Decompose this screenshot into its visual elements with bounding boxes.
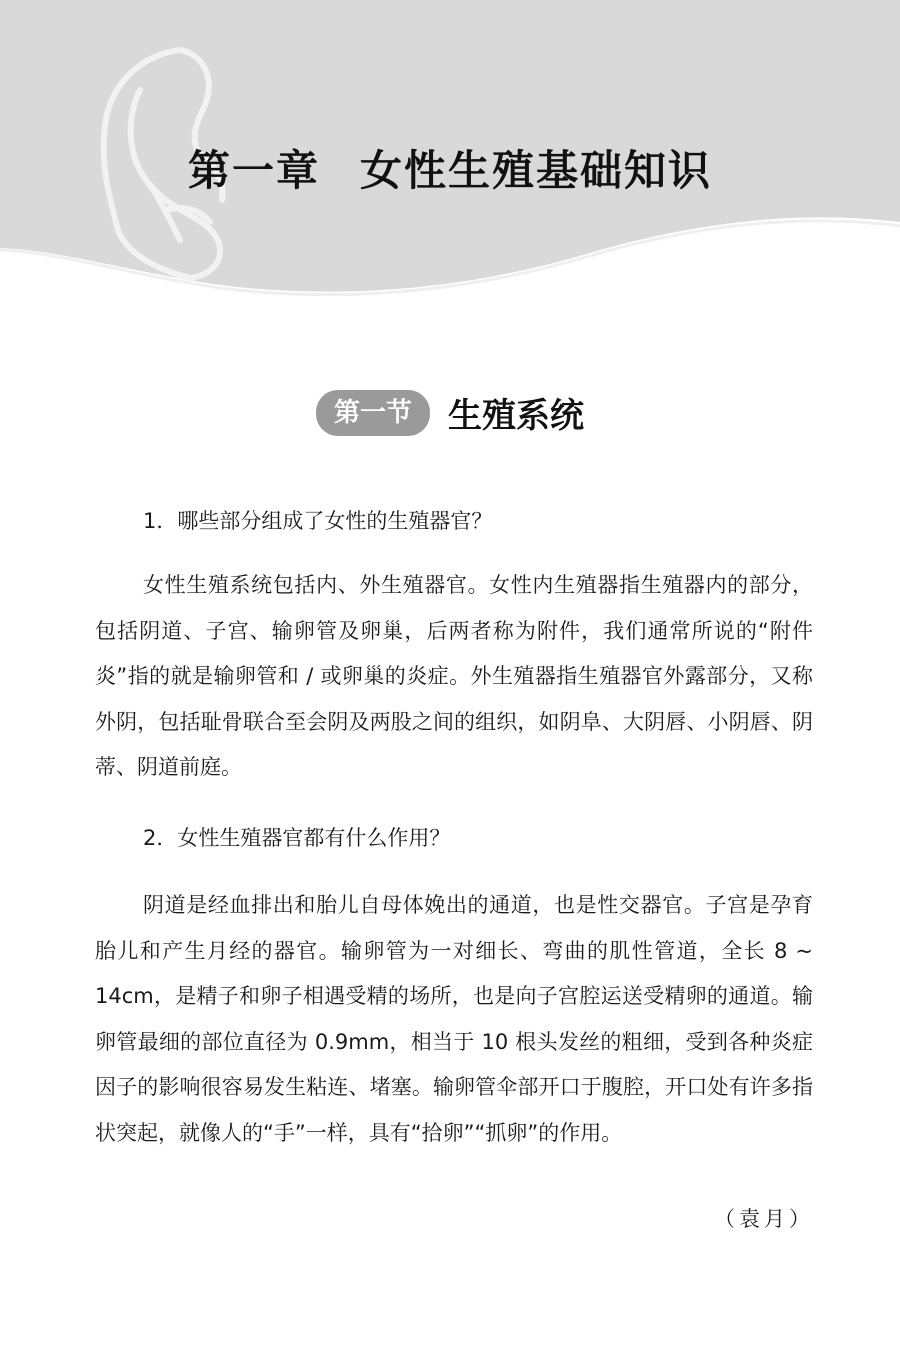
question-heading: 2．女性生殖器官都有什么作用？ <box>143 826 451 850</box>
chapter-name: 女性生殖基础知识 <box>360 146 713 195</box>
author-credit: （袁月） <box>714 1207 814 1231</box>
answer-paragraph: 阴道是经血排出和胎儿自母体娩出的通道，也是性交器官。子宫是孕育胎儿和产生月经的器官。输卵管为一对细长、弯曲的肌性管道，全长 8 ~ 14cm，是精子和卵子相遇受精的场所，也是向子宫腔运送受精卵的通道。输卵管最细的部位直径为 0.9mm，相当于 10 根头发丝的粗细，受到各种炎症因子的影响很容易发生粘连、堵塞。输卵管伞部开口于腹腔，开口处有许多指状突起，就像人的“手”一样，具有“拾卵”“抓卵”的作用。 <box>95 893 813 1145</box>
section-heading <box>0 388 900 437</box>
section-title: 生殖系统 <box>448 396 584 436</box>
chapter-number: 第一章 <box>187 146 320 195</box>
chapter-title <box>0 138 900 198</box>
section-badge: 第一节 <box>316 390 430 436</box>
answer-paragraph: 女性生殖系统包括内、外生殖器官。女性内生殖器指生殖器内的部分，包括阴道、子宫、输卵管及卵巢，后两者称为附件，我们通常所说的“附件炎”指的就是输卵管和 / 或卵巢的炎症。外生殖器指生殖器官外露部分，又称外阴，包括耻骨联合至会阴及两股之间的组织，如阴阜、大阴唇、小阴唇、阴蒂、阴道前庭。 <box>95 573 813 779</box>
question-heading: 1．哪些部分组成了女性的生殖器官？ <box>143 509 493 533</box>
